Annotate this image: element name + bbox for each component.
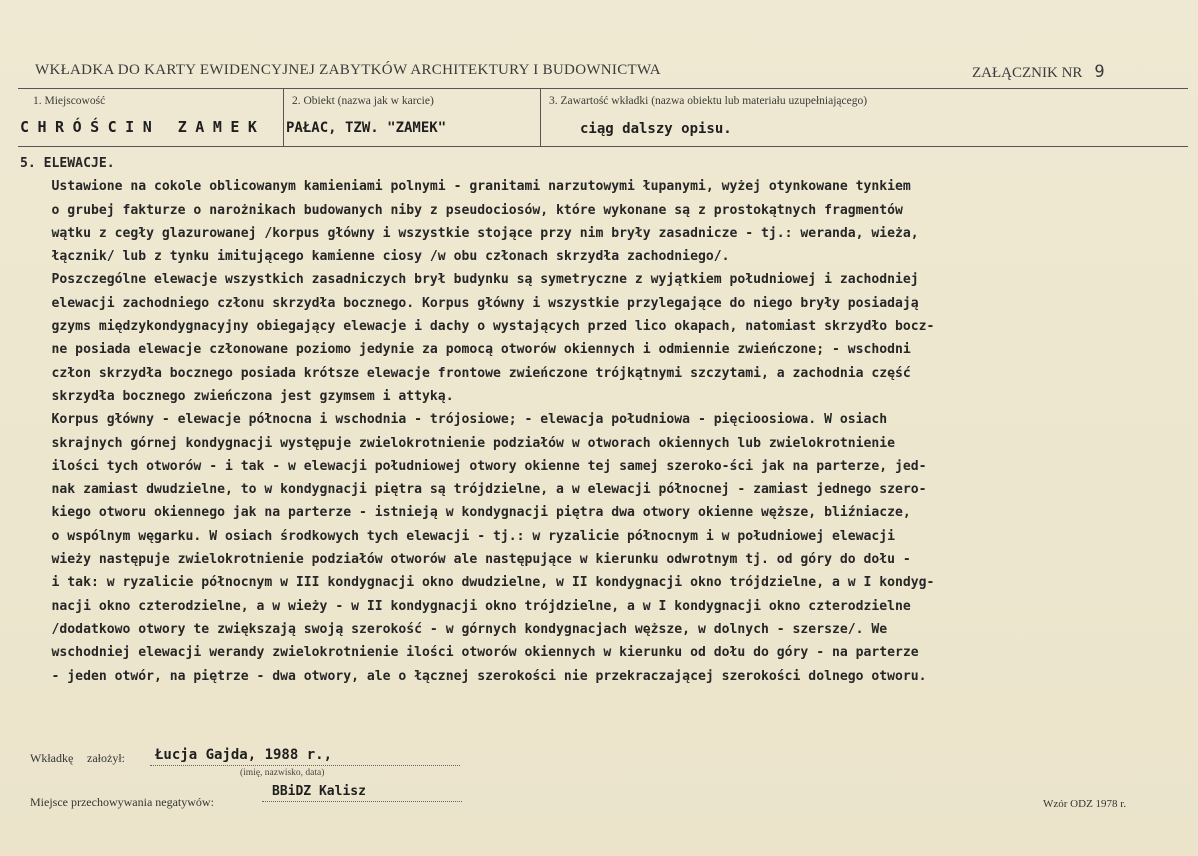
annex-label: ZAŁĄCZNIK NR xyxy=(972,65,1083,81)
field-label-place: 1. Miejscowość xyxy=(33,95,106,107)
body-line: nacji okno czterodzielne, a w wieży - w II kondygnacji okno trójdzielne, a w I kondygnacji okno czterodzielne xyxy=(20,598,911,614)
founded-hint: (imię, nazwisko, data) xyxy=(240,768,325,778)
body-line: wątku z cegły glazurowanej /korpus główny i wszystkie stojące przy nim bryły zasadnicze - tj.: weranda, wieża, xyxy=(20,225,919,241)
body-line: skrzydła bocznego zwieńczona jest gzymsem i attyką. xyxy=(20,388,454,404)
negatives-label: Miejsce przechowywania negatywów: xyxy=(30,795,214,809)
body-line: Ustawione na cokole oblicowanym kamieniami polnymi - granitami narzutowymi łupanymi, wyżej otynkowane tynkiem xyxy=(20,179,911,195)
annex-number: 9 xyxy=(1094,62,1105,82)
field-rule xyxy=(18,146,1188,147)
annex-label-group xyxy=(972,62,1105,82)
field-label-content: 3. Zawartość wkładki (nazwa obiektu lub materiału uzupełniającego) xyxy=(549,95,868,107)
founded-value: Łucja Gajda, 1988 r., xyxy=(155,747,333,763)
body-line: ne posiada elewacje członowane poziomo jedynie za pomocą otworów okiennych i odmiennie zwieńczone; - wschodni xyxy=(20,342,911,358)
body-line: łącznik/ lub z tynku imitującego kamienne ciosy /w obu członach skrzydła zachodniego/. xyxy=(20,249,730,265)
body-line: ilości tych otworów - i tak - w elewacji południowej otwory okienne tej samej szeroko-ści jak na parterze, jed- xyxy=(20,458,927,474)
body-line: wieży następuje zwielokrotnienie podziałów otworów ale następujące w kierunku odwrotnym tj. od góry do dołu - xyxy=(20,552,911,568)
body-line: Korpus główny - elewacje północna i wschodnia - trójosiowe; - elewacja południowa - pięcioosiowa. W osiach xyxy=(20,412,888,428)
field-label-object: 2. Obiekt (nazwa jak w karcie) xyxy=(292,95,434,107)
field-divider-2 xyxy=(540,88,541,146)
content-value: ciąg dalszy opisu. xyxy=(580,121,732,137)
body-line: człon skrzydła bocznego posiada krótsze elewacje frontowe zwieńczone trójkątnymi szczytami, a zachodnia część xyxy=(20,365,911,381)
body-line: wschodniej elewacji werandy zwielokrotnienie ilości otworów okiennych w kierunku od dołu do góry - na parterze xyxy=(20,645,919,661)
body-line: - jeden otwór, na piętrze - dwa otwory, ale o łącznej szerokości nie przekraczającej szerokości dolnego otworu. xyxy=(20,668,927,684)
form-title: WKŁADKA DO KARTY EWIDENCYJNEJ ZABYTKÓW ARCHITEKTURY I BUDOWNICTWA xyxy=(35,62,661,78)
description-body xyxy=(20,152,1190,688)
insert-label: Wkładkę xyxy=(30,751,74,765)
body-line: /dodatkowo otwory te zwiększają swoją szerokość - w górnych kondygnacjach węższe, w dolnych - szersze/. We xyxy=(20,621,888,637)
form-reference: Wzór ODZ 1978 r. xyxy=(1043,798,1127,810)
negatives-line xyxy=(262,801,462,802)
founded-label: założył: xyxy=(87,751,125,765)
body-line: i tak: w ryzalicie północnym w III kondygnacji okno dwudzielne, w II kondygnacji okno trójdzielne, a w I kondyg- xyxy=(20,575,935,591)
body-line: elewacji zachodniego członu skrzydła bocznego. Korpus główny i wszystkie przylegające do niego bryły posiadają xyxy=(20,295,919,311)
place-value: CHRÓŚCIN ZAMEK xyxy=(20,118,266,136)
negatives-value: BBiDZ Kalisz xyxy=(272,784,366,799)
body-line: o wspólnym węgarku. W osiach środkowych tych elewacji - tj.: w ryzalicie północnym i w południowej elewacji xyxy=(20,528,896,544)
founded-line xyxy=(150,765,460,766)
body-line: gzyms międzykondygnacyjny obiegający elewacje i dachy o wystających przed lico okapach, natomiast skrzydło bocz- xyxy=(20,319,935,335)
body-line: kiego otworu okiennego jak na parterze - istnieją w kondygnacji piętra dwa otwory okienne węższe, bliźniacze, xyxy=(20,505,911,521)
body-line: o grubej fakturze o narożnikach budowanych niby z pseudociosów, które wykonane są z prostokątnych fragmentów xyxy=(20,202,903,218)
body-line: Poszczególne elewacje wszystkich zasadniczych brył budynku są symetryczne z wyjątkiem południowej i zachodniej xyxy=(20,272,919,288)
top-rule xyxy=(18,88,1188,89)
body-line: 5. ELEWACJE. xyxy=(20,156,115,171)
body-line: skrajnych górnej kondygnacji występuje zwielokrotnienie podziałów w otworach okiennych lub zwielokrotnienie xyxy=(20,435,896,451)
body-line: nak zamiast dwudzielne, to w kondygnacji piętra są trójdzielne, a w elewacji północnej - zamiast jednego szero- xyxy=(20,482,927,498)
object-value: PAŁAC, TZW. "ZAMEK" xyxy=(286,120,447,136)
field-divider-1 xyxy=(283,88,284,146)
